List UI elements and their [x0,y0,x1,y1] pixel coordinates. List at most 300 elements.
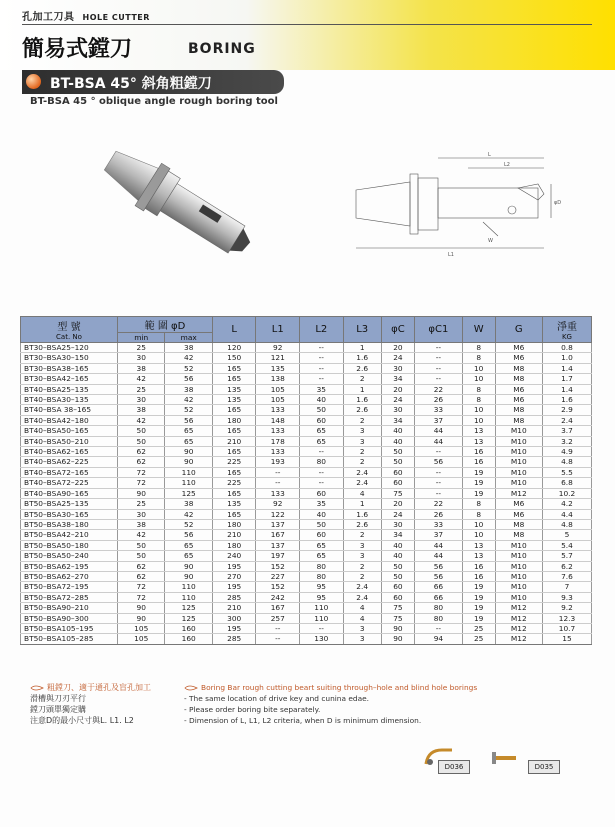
table-cell: 180 [212,415,256,425]
table-cell: 3 [343,426,381,436]
table-cell: 0.8 [542,343,591,353]
table-cell: 20 [381,343,414,353]
table-cell: 25 [118,343,165,353]
table-cell: 95 [300,582,344,592]
table-cell: 22 [415,384,463,394]
table-cell: 8 [462,384,495,394]
table-cell: 35 [300,499,344,509]
note-cn-line1: 滑槽與刀刃平行 [30,694,86,703]
table-cell: 2 [343,457,381,467]
table-cell: 160 [165,634,212,644]
table-cell: 90 [165,561,212,571]
table-cell: 10 [462,374,495,384]
table-cell: M8 [495,519,542,529]
table-cell: 56 [415,561,463,571]
table-cell: 90 [381,623,414,633]
dim-L2: L2 [504,162,510,168]
table-cell: 62 [118,561,165,571]
table-cell: -- [415,488,463,498]
table-cell: 34 [381,374,414,384]
table-cell: 30 [381,519,414,529]
table-cell: 25 [118,384,165,394]
table-cell: 35 [300,384,344,394]
table-row [21,603,592,613]
table-cell: 80 [300,561,344,571]
table-cell: 44 [415,436,463,446]
table-cell: 50 [118,436,165,446]
table-cell: 65 [300,436,344,446]
table-cell: 105 [256,395,300,405]
table-cell: 13 [462,540,495,550]
table-cell: M6 [495,353,542,363]
table-cell: 60 [381,592,414,602]
table-cell: 60 [300,415,344,425]
table-cell: 2.4 [343,592,381,602]
table-cell: 105 [118,623,165,633]
table-cell: 50 [118,551,165,561]
table-cell: 60 [300,530,344,540]
table-cell: 135 [256,363,300,373]
table-cell: 227 [256,571,300,581]
category-en: HOLE CUTTER [82,13,150,22]
table-cell: 4.4 [542,509,591,519]
table-cell: BT50–BSA30–165 [21,509,118,519]
product-banner [22,70,284,94]
table-cell: 4.9 [542,447,591,457]
table-cell: 1 [343,499,381,509]
table-cell: 2 [343,447,381,457]
table-cell: 195 [212,623,256,633]
note-en-line2: - Please order boring bite separately. [184,705,321,714]
table-cell: -- [415,623,463,633]
table-cell: 210 [212,530,256,540]
table-cell: 10 [462,405,495,415]
table-cell: 3 [343,623,381,633]
table-row [21,613,592,623]
table-cell: M8 [495,363,542,373]
table-row [21,519,592,529]
table-cell: M10 [495,592,542,602]
table-cell: 16 [462,447,495,457]
table-cell: 210 [212,436,256,446]
table-cell: -- [300,467,344,477]
table-cell: 40 [300,509,344,519]
table-cell: 10.7 [542,623,591,633]
table-cell: 110 [165,592,212,602]
table-cell: 270 [212,571,256,581]
table-cell: 72 [118,467,165,477]
table-cell: 2.6 [343,363,381,373]
table-cell: 38 [118,363,165,373]
note-cn-line2: 鏜刀頭單獨定購 [30,705,86,714]
table-cell: 6.2 [542,561,591,571]
table-cell: 8 [462,499,495,509]
table-row [21,405,592,415]
table-cell: 197 [256,551,300,561]
table-cell: M12 [495,488,542,498]
header-weight: 淨重 KG [542,317,591,343]
table-cell: 44 [415,551,463,561]
table-cell: 2 [343,374,381,384]
table-cell: 130 [300,634,344,644]
table-cell: 80 [300,457,344,467]
table-cell: 65 [165,436,212,446]
table-cell: M10 [495,478,542,488]
table-cell: 285 [212,592,256,602]
table-cell: -- [300,374,344,384]
table-cell: 22 [415,499,463,509]
table-cell: 44 [415,426,463,436]
table-cell: BT40–BSA62–225 [21,457,118,467]
table-cell: 2.6 [343,519,381,529]
table-cell: BT50–BSA105–195 [21,623,118,633]
table-cell: 42 [165,353,212,363]
dim-D: φD [554,200,562,206]
table-cell: 210 [212,603,256,613]
table-cell: M10 [495,561,542,571]
table-cell: 160 [165,623,212,633]
table-cell: 92 [256,343,300,353]
table-cell: M6 [495,343,542,353]
table-cell: 75 [381,603,414,613]
table-cell: 225 [212,478,256,488]
table-cell: -- [415,478,463,488]
table-cell: 30 [381,405,414,415]
table-cell: 94 [415,634,463,644]
table-cell: 3 [343,540,381,550]
banner-text: BT-BSA 45° 斜角粗鏜刀 [50,76,212,92]
table-cell: 37 [415,530,463,540]
table-cell: M6 [495,499,542,509]
table-cell: 38 [165,384,212,394]
table-row [21,343,592,353]
table-cell: 3.7 [542,426,591,436]
table-cell: 19 [462,582,495,592]
table-cell: 110 [165,467,212,477]
table-cell: 240 [212,551,256,561]
table-cell: 66 [415,582,463,592]
table-row [21,436,592,446]
table-cell: 12.3 [542,613,591,623]
table-cell: 38 [118,405,165,415]
table-cell: BT50–BSA90–300 [21,613,118,623]
header-range: 範 圍 φD [118,317,213,333]
table-cell: 19 [462,467,495,477]
header-C: φC [381,317,414,343]
table-cell: 135 [212,499,256,509]
table-cell: 50 [118,426,165,436]
table-cell: 300 [212,613,256,623]
table-cell: 7.6 [542,571,591,581]
table-cell: M12 [495,623,542,633]
note-cn-line3: 注意D的最小尺寸與L. L1. L2 [30,716,134,725]
table-cell: -- [256,634,300,644]
table-cell: 90 [118,488,165,498]
table-cell: 50 [381,457,414,467]
table-cell: 7 [542,582,591,592]
table-cell: 2 [343,530,381,540]
table-cell: 50 [300,405,344,415]
note-en-headline: Boring Bar rough cutting beart suiting through–hole and blind hole borings [201,683,478,692]
table-cell: 50 [300,519,344,529]
table-row [21,353,592,363]
table-cell: 1 [343,384,381,394]
table-cell: 72 [118,592,165,602]
table-cell: 30 [118,509,165,519]
table-cell: BT40–BSA30–135 [21,395,118,405]
table-cell: 16 [462,457,495,467]
table-cell: M8 [495,405,542,415]
table-cell: 60 [300,488,344,498]
table-cell: -- [415,343,463,353]
table-cell: -- [415,363,463,373]
table-cell: BT30–BSA42–165 [21,374,118,384]
category-cn: 孔加工刀具 [22,12,75,23]
table-cell: BT50–BSA50–180 [21,540,118,550]
table-cell: 110 [300,603,344,613]
table-cell: 60 [381,582,414,592]
table-cell: 135 [212,384,256,394]
table-cell: 20 [381,384,414,394]
table-row [21,561,592,571]
table-row [21,447,592,457]
table-cell: 10 [462,415,495,425]
table-row [21,478,592,488]
table-cell: 9.3 [542,592,591,602]
table-cell: -- [415,374,463,384]
table-cell: 24 [381,353,414,363]
category-label [22,8,150,23]
header-rule [22,24,592,25]
table-cell: 95 [300,592,344,602]
table-cell: 3 [343,551,381,561]
table-cell: 26 [415,395,463,405]
table-row [21,623,592,633]
table-cell: 8 [462,353,495,363]
table-cell: 125 [165,488,212,498]
table-cell: 1.6 [343,353,381,363]
table-cell: 30 [118,353,165,363]
table-cell: 34 [381,415,414,425]
table-cell: 56 [165,415,212,425]
table-cell: 75 [381,488,414,498]
table-cell: BT40–BSA62–165 [21,447,118,457]
table-row [21,571,592,581]
table-row [21,530,592,540]
table-cell: BT40–BSA72–165 [21,467,118,477]
note-en-line3: - Dimension of L, L1, L2 criteria, when D is minimum dimension. [184,716,422,725]
table-cell: 3 [343,634,381,644]
table-row [21,634,592,644]
table-cell: 60 [381,467,414,477]
table-cell: 40 [381,426,414,436]
table-cell: 2.4 [343,478,381,488]
table-cell: M10 [495,551,542,561]
table-row [21,551,592,561]
table-cell: 50 [381,561,414,571]
table-cell: 4 [343,488,381,498]
table-cell: 40 [381,540,414,550]
table-cell: M10 [495,447,542,457]
table-cell: 65 [300,540,344,550]
table-cell: M10 [495,436,542,446]
table-cell: 38 [165,499,212,509]
page-title-en: BORING [188,41,256,57]
table-cell: M10 [495,582,542,592]
table-cell: M10 [495,540,542,550]
table-cell: 125 [165,603,212,613]
table-cell: 1.4 [542,384,591,394]
table-cell: 72 [118,478,165,488]
table-cell: 3 [343,436,381,446]
header-G: G [495,317,542,343]
table-cell: 65 [165,540,212,550]
table-cell: -- [300,343,344,353]
table-cell: 242 [256,592,300,602]
table-cell: 193 [256,457,300,467]
table-cell: 19 [462,488,495,498]
table-cell: 37 [415,415,463,425]
table-cell: M10 [495,426,542,436]
table-cell: 72 [118,582,165,592]
table-cell: M8 [495,415,542,425]
table-cell: 180 [212,519,256,529]
table-cell: M12 [495,634,542,644]
table-cell: 2.9 [542,405,591,415]
table-cell: 105 [118,634,165,644]
table-row [21,540,592,550]
table-cell: 50 [118,540,165,550]
table-cell: 65 [165,551,212,561]
table-cell: 2.4 [343,582,381,592]
table-cell: 80 [300,571,344,581]
table-cell: 180 [212,540,256,550]
table-cell: 56 [165,530,212,540]
dim-L: L [488,152,491,158]
table-cell: 165 [212,447,256,457]
header-C1: φC1 [415,317,463,343]
table-cell: 5.5 [542,467,591,477]
table-cell: 24 [381,509,414,519]
table-cell: 3.2 [542,436,591,446]
table-cell: 80 [415,603,463,613]
table-cell: BT30–BSA30–150 [21,353,118,363]
header-bar [0,0,615,70]
table-cell: 16 [462,571,495,581]
table-cell: 1.4 [542,363,591,373]
table-cell: 165 [212,488,256,498]
table-cell: 1.6 [542,395,591,405]
table-cell: 56 [165,374,212,384]
table-cell: BT50–BSA72–195 [21,582,118,592]
table-cell: 165 [212,363,256,373]
table-cell: 40 [300,395,344,405]
note-en-line1: - The same location of drive key and cunina edae. [184,694,370,703]
table-cell: BT50–BSA62–270 [21,571,118,581]
table-cell: 38 [165,343,212,353]
table-cell: 15 [542,634,591,644]
table-cell: 92 [256,499,300,509]
table-cell: 110 [165,582,212,592]
table-cell: 2.4 [343,467,381,477]
table-cell: 165 [212,374,256,384]
table-cell: 44 [415,540,463,550]
table-cell: BT30–BSA25–120 [21,343,118,353]
table-cell: 8 [462,509,495,519]
table-cell: 26 [415,509,463,519]
table-cell: 52 [165,519,212,529]
table-row [21,384,592,394]
technical-drawing [348,148,568,268]
table-cell: 13 [462,551,495,561]
table-cell: -- [300,447,344,457]
table-cell: BT50–BSA62–195 [21,561,118,571]
table-cell: 2 [343,561,381,571]
table-cell: 8 [462,395,495,405]
table-row [21,374,592,384]
table-cell: BT50–BSA72–285 [21,592,118,602]
header-min: min [118,333,165,343]
table-cell: 62 [118,457,165,467]
table-cell: 133 [256,488,300,498]
table-cell: 122 [256,509,300,519]
table-cell: 195 [212,582,256,592]
table-cell: 165 [212,467,256,477]
table-cell: BT40–BSA72–225 [21,478,118,488]
table-cell: 90 [165,447,212,457]
table-cell: 40 [381,551,414,561]
table-cell: 25 [118,499,165,509]
table-cell: BT40–BSA42–180 [21,415,118,425]
table-cell: 52 [165,363,212,373]
table-cell: 167 [256,530,300,540]
table-cell: 120 [212,343,256,353]
table-cell: BT50–BSA25–135 [21,499,118,509]
table-row [21,582,592,592]
note-cn-headline: 粗鏜刀、適于通孔及盲孔加工 [47,683,151,692]
table-cell: -- [415,467,463,477]
header-L2: L2 [300,317,344,343]
table-cell: BT40–BSA50–210 [21,436,118,446]
table-row [21,426,592,436]
table-cell: 10.2 [542,488,591,498]
table-cell: 137 [256,519,300,529]
table-cell: 167 [256,603,300,613]
table-cell: 10 [462,363,495,373]
table-cell: 133 [256,426,300,436]
table-cell: 152 [256,582,300,592]
table-cell: 25 [462,634,495,644]
table-row [21,415,592,425]
table-cell: 80 [415,613,463,623]
table-cell: 19 [462,613,495,623]
boring-bar-icon [490,746,520,768]
table-cell: 13 [462,426,495,436]
page-ref-badge-left: D036 [438,760,470,774]
table-cell: 138 [256,374,300,384]
table-row [21,467,592,477]
pointer-arrow-icon [30,684,44,692]
table-cell: 42 [118,374,165,384]
table-cell: 10 [462,530,495,540]
notes-cn [30,682,151,726]
table-cell: 25 [462,623,495,633]
table-cell: 24 [381,395,414,405]
table-row [21,395,592,405]
table-cell: 165 [212,405,256,415]
table-cell: 60 [381,478,414,488]
table-cell: -- [256,467,300,477]
